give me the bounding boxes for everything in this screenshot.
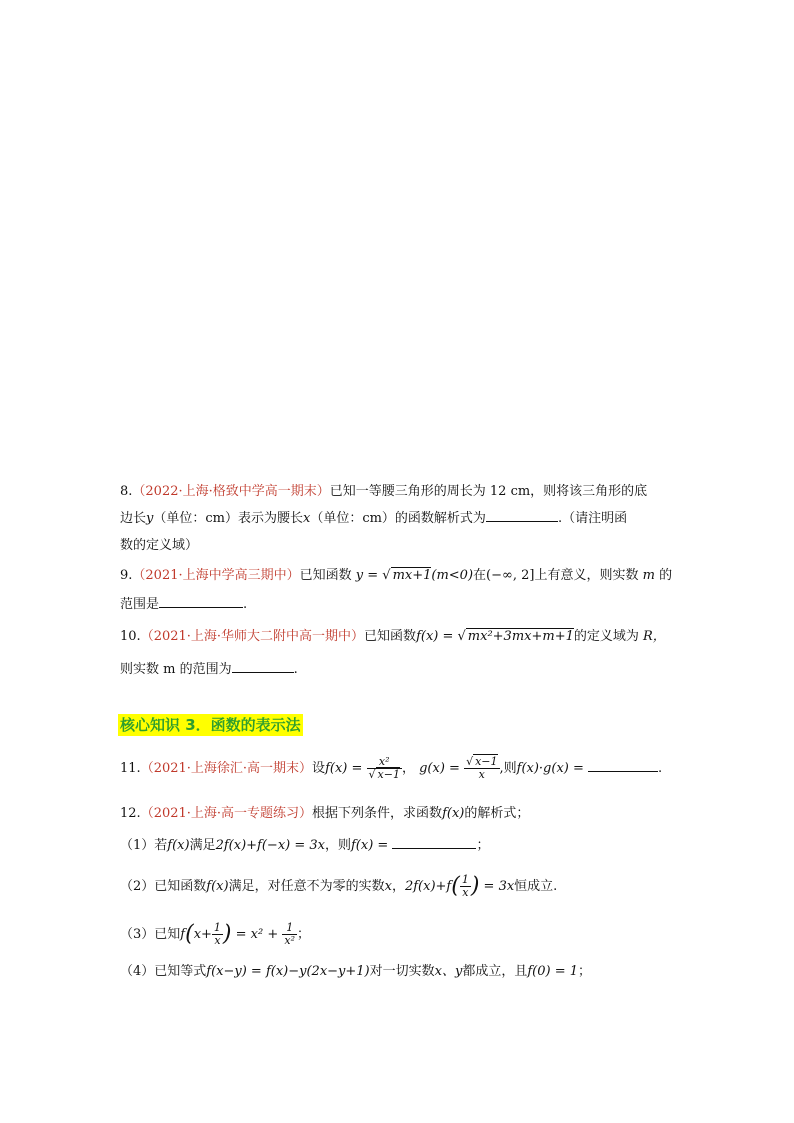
- q12-p1-b: 满足: [189, 838, 216, 853]
- q8-text-1: 已知一等腰三角形的周长为 12 cm，则将该三角形的底: [329, 484, 648, 499]
- q12-part-3: （3）已知f(x+ $\frac{1}{x}$ ) = x² + $\frac{1}{\text{x²}}$ ；: [120, 921, 311, 947]
- q9-text-3: 上有意义，则实数: [534, 568, 639, 583]
- q8-line-2: [120, 509, 627, 529]
- q12-p4-vars: x、y: [434, 964, 463, 979]
- q10-number: 10.: [120, 629, 141, 644]
- q8-var-x: x: [302, 511, 311, 526]
- q12-fx: f(x): [442, 806, 465, 821]
- q12-p2-a: （2）已知函数: [120, 879, 207, 894]
- q10-line-1: [120, 627, 666, 647]
- q11-text-1: 设: [312, 761, 326, 776]
- q10-text-3: 则实数 m 的范围为: [120, 662, 232, 677]
- q10-source: （2021·上海·华师大二附中高一期中）: [140, 629, 365, 644]
- q12-p4-equation: f(x−y) = f(x)−y(2x−y+1): [206, 964, 370, 979]
- q12-p4-b: 对一切实数: [369, 964, 435, 979]
- q9-text-4: 的: [659, 568, 673, 583]
- q10-text-2: 的定义域为: [573, 629, 639, 644]
- q10-formula: f(x) = √ mx²+3mx+m+1: [416, 629, 574, 644]
- q8-number: 8.: [120, 484, 133, 499]
- q8-text-2b: （单位：cm）表示为腰长: [153, 511, 303, 526]
- q11-f-formula: f(x) = $\frac{\text{x²}}{√ x-1}$: [325, 755, 400, 781]
- q11-g-formula: g(x) = $\frac{√ x-1}{x}$: [414, 755, 498, 781]
- q8-answer-blank[interactable]: [486, 509, 558, 522]
- q11-answer-blank[interactable]: [588, 759, 658, 772]
- q8-text-3: 数的定义域）: [120, 538, 199, 553]
- q8-line-1: [120, 482, 647, 502]
- q12-number: 12.: [120, 806, 141, 821]
- q11-product: f(x)·g(x) =: [516, 761, 589, 776]
- q12-p2-x: x: [384, 879, 392, 894]
- q8-text-2d: .（请注明函: [557, 511, 628, 526]
- q12-p4-condition: f(0) = 1: [527, 964, 579, 979]
- q9-interval: (−∞, 2]: [486, 568, 535, 583]
- q12-p2-equation: 2f(x)+f( $\frac{1}{x}$ ) = 3x: [404, 873, 515, 899]
- q12-p2-fx: f(x): [206, 879, 229, 894]
- q12-line-1: [120, 804, 529, 824]
- q12-p4-a: （4）已知等式: [120, 964, 207, 979]
- q9-text-2: 在: [473, 568, 487, 583]
- q9-var-m: m: [638, 568, 660, 583]
- q12-p1-fx: f(x): [167, 838, 190, 853]
- q12-p2-c: 恒成立.: [514, 879, 558, 894]
- q12-part-1: （1）若f(x)满足2f(x)+f(−x) = 3x，则f(x) = ；: [120, 838, 490, 853]
- q8-text-2c: （单位：cm）的函数解析式为: [310, 511, 486, 526]
- q12-part-4: （4）已知等式f(x−y) = f(x)−y(2x−y+1)对一切实数x、y都成立，且f(0) = 1；: [120, 964, 592, 979]
- q9-formula: y = √ mx+1(m<0): [351, 568, 474, 583]
- q8-source: （2022·上海·格致中学高一期末）: [132, 484, 330, 499]
- q10-line-2: 则实数 m 的范围为 .: [120, 662, 298, 677]
- q11-line-1: 11.（2021·上海徐汇·高一期末）设f(x) = $\frac{\text{x²}}{√ x-1}$ ， g(x) = $\frac{√ x-1}{x}$ ,则f(x)·g(x) = .: [120, 755, 663, 781]
- q12-part-2: （2）已知函数f(x)满足，对任意不为零的实数x，2f(x)+f( $\frac{1}{x}$ ) = 3x恒成立.: [120, 873, 558, 899]
- q9-answer-blank[interactable]: [159, 595, 243, 608]
- q8-var-y: y: [146, 511, 154, 526]
- q11-number: 11.: [120, 761, 141, 776]
- q11-source: （2021·上海徐汇·高一期末）: [140, 761, 313, 776]
- q8-text-2a: 边长: [120, 511, 147, 526]
- q9-source: （2021·上海中学高三期中）: [132, 568, 300, 583]
- q11-text-2: ，: [401, 761, 415, 776]
- q11-text-3: ,则: [499, 761, 517, 776]
- q9-text-5: 范围是: [120, 597, 160, 612]
- q9-text-1: 已知函数: [299, 568, 352, 583]
- q12-source: （2021·上海·高一专题练习）: [140, 806, 313, 821]
- q12-text-1: 根据下列条件，求函数: [312, 806, 443, 821]
- q10-text-1: 已知函数: [364, 629, 417, 644]
- q10-answer-blank[interactable]: [232, 660, 294, 673]
- q12-p1-answer-blank[interactable]: [392, 836, 476, 849]
- q9-line-1: [120, 566, 672, 586]
- q9-number: 9.: [120, 568, 133, 583]
- q10-var-r: R，: [638, 629, 666, 644]
- q12-p1-a: （1）若: [120, 838, 168, 853]
- q12-p2-b: 满足，对任意不为零的实数: [228, 879, 385, 894]
- q12-p3-a: （3）已知: [120, 927, 181, 942]
- q12-p1-fx2: f(x) =: [351, 838, 393, 853]
- q8-line-3: [120, 536, 198, 556]
- section-heading: 核心知识 3．函数的表示法: [120, 716, 301, 734]
- q12-p4-c: 都成立，且: [462, 964, 528, 979]
- q12-p1-c: ，则: [324, 838, 351, 853]
- q12-p3-equation: f(x+ $\frac{1}{x}$ ) = x² + $\frac{1}{\text{x²}}$: [180, 921, 295, 947]
- q9-line-2: 范围是 .: [120, 597, 248, 612]
- q12-text-2: 的解析式；: [464, 806, 530, 821]
- q12-p1-equation: 2f(x)+f(−x) = 3x: [215, 838, 325, 853]
